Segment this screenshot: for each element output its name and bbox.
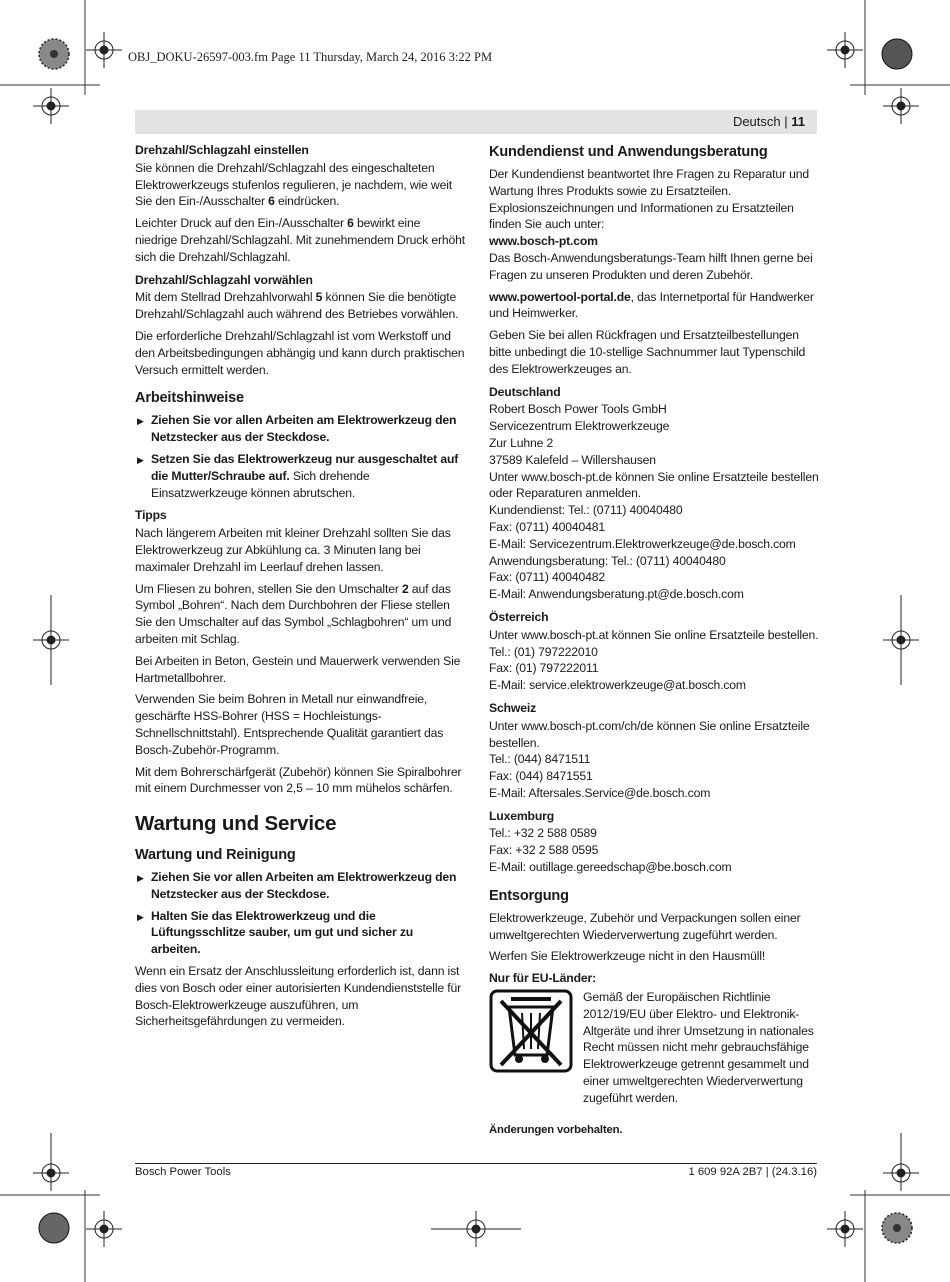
paragraph: Bei Arbeiten in Beton, Gestein und Mauerwerk verwenden Sie Hartmetallbohrer. xyxy=(135,653,461,685)
section-heading: Entsorgung xyxy=(489,887,569,904)
chapter-heading: Wartung und Service xyxy=(135,812,337,836)
registration-target-icon xyxy=(827,1211,863,1247)
address-block-lu: Tel.: +32 2 588 0589 Fax: +32 2 588 0595 E-Mail: outillage.gereedschap@be.bosch.com xyxy=(489,826,732,875)
section-heading: Kundendienst und Anwendungsberatung xyxy=(489,144,768,160)
registration-target-icon xyxy=(827,32,863,68)
section-title: Tipps xyxy=(135,508,167,523)
registration-target-icon xyxy=(883,88,919,124)
country-title: Deutschland xyxy=(489,384,561,399)
registration-target-icon xyxy=(883,1133,919,1191)
paragraph: Das Bosch-Anwendungsberatungs-Team hilft Ihnen gerne bei Fragen zu unseren Produkten und deren Zubehör. xyxy=(489,250,813,282)
star-target-icon xyxy=(882,1213,912,1243)
section-heading: Wartung und Reinigung xyxy=(135,847,296,864)
registration-target-icon xyxy=(86,32,122,68)
bullet-triangle-icon: ▶ xyxy=(137,873,144,884)
header-page-number: 11 xyxy=(791,114,805,129)
star-target-icon xyxy=(39,1213,69,1243)
left-column xyxy=(135,142,465,1035)
paragraph: Die erforderliche Drehzahl/Schlagzahl ist vom Werkstoff und den Arbeitsbedingungen abhängig und kann durch praktischen Versuch ermittelt werden. xyxy=(135,328,465,377)
country-title: Luxemburg xyxy=(489,808,555,823)
paragraph: Mit dem Bohrerschärfgerät (Zubehör) können Sie Spiralbohrer mit einem Durchmesser von 2,5 – 10 mm mühelos schärfen. xyxy=(135,764,462,796)
warning-bullet: ▶ Ziehen Sie vor allen Arbeiten am Elektrowerkzeug den Netzstecker aus der Steckdose. xyxy=(137,413,457,445)
address-block-de: Robert Bosch Power Tools GmbH Servicezentrum Elektrowerkzeuge Zur Luhne 2 37589 Kalefeld – Willershausen Unter www.bosch-pt.de können Sie online Ersatzteile bestellen oder Reparaturen anmelden. Kundendienst: Tel.: (0711) 40040480 Fax: (0711) 40040481 E-Mail: Servicezentrum.Elektrowerkzeuge@de.bosch.com Anwendungsberatung: Tel.: (0711) 40040480 Fax: (0711) 40040482 E-Mail: Anwendungsberatung.pt@de.bosch.com xyxy=(489,402,819,602)
bullet-triangle-icon: ▶ xyxy=(137,416,144,427)
country-title: Schweiz xyxy=(489,700,537,715)
page-header-bar xyxy=(135,110,817,134)
warning-bullet: ▶ Halten Sie das Elektrowerkzeug und die Lüftungsschlitze sauber, um gut und sicher zu arbeiten. xyxy=(137,908,414,957)
section-title: Nur für EU-Länder: xyxy=(489,971,596,986)
paragraph: Leichter Druck auf den Ein-/Ausschalter 6 bewirkt eine niedrige Drehzahl/Schlagzahl. Mit zunehmendem Druck erhöht sich die Drehzahl/Schlagzahl. xyxy=(135,216,466,264)
paragraph: www.powertool-portal.de, das Internetportal für Handwerker und Heimwerker. xyxy=(489,289,814,321)
paragraph: Elektrowerkzeuge, Zubehör und Verpackungen sollen einer umweltgerechten Wiederverwertung zugeführt werden. xyxy=(489,910,801,942)
changes-note: Änderungen vorbehalten. xyxy=(489,1123,623,1136)
paragraph: Werfen Sie Elektrowerkzeuge nicht in den Hausmüll! xyxy=(489,949,766,964)
section-title: Drehzahl/Schlagzahl einstellen xyxy=(135,143,309,157)
paragraph: Wenn ein Ersatz der Anschlussleitung erforderlich ist, dann ist dies von Bosch oder einer autorisierten Kundendienststelle für Bosch-Elektrowerkzeuge auszuführen, um Sicherheitsgefährdungen zu vermeiden. xyxy=(135,964,462,1029)
paragraph: Nach längerem Arbeiten mit kleiner Drehzahl sollten Sie das Elektrowerkzeug zur Abkühlung ca. 3 Minuten lang bei maximaler Drehzahl im Leerlauf drehen lassen. xyxy=(135,526,451,574)
registration-target-icon xyxy=(86,1211,122,1247)
section-heading: Arbeitshinweise xyxy=(135,390,244,407)
footer-brand: Bosch Power Tools xyxy=(135,1166,231,1178)
website-link[interactable]: www.bosch-pt.com xyxy=(489,234,598,249)
right-column xyxy=(489,142,819,1138)
section-title: Drehzahl/Schlagzahl vorwählen xyxy=(135,272,313,287)
weee-block xyxy=(489,989,819,1112)
footer-doc-number: 1 609 92A 2B7 | (24.3.16) xyxy=(688,1166,817,1178)
address-block-ch: Unter www.bosch-pt.com/ch/de können Sie online Ersatzteile bestellen. Tel.: (044) 8471511 Fax: (044) 8471551 E-Mail: Aftersales.Service@de.bosch.com xyxy=(489,718,810,800)
page-header xyxy=(733,114,805,129)
registration-target-icon xyxy=(431,1211,521,1247)
website-link[interactable]: www.powertool-portal.de xyxy=(489,289,631,304)
paragraph: Der Kundendienst beantwortet Ihre Fragen zu Reparatur und Wartung Ihres Produkts sowie zu Ersatzteilen. Explosionszeichnungen und Informationen zu Ersatzteilen finden Sie auch unter: xyxy=(489,167,810,232)
country-title: Österreich xyxy=(489,609,549,624)
header-language: Deutsch | xyxy=(732,114,788,129)
bullet-triangle-icon: ▶ xyxy=(137,911,144,922)
paragraph: Verwenden Sie beim Bohren in Metall nur einwandfreie, geschärfte HSS-Bohrer (HSS = Hochleistungs-Schnellschnittstahl). Entsprechende Qualität garantiert das Bosch-Zubehör-Programm. xyxy=(135,692,444,757)
star-target-icon xyxy=(39,39,69,69)
paragraph: Mit dem Stellrad Drehzahlvorwahl 5 können Sie die benötigte Drehzahl/Schlagzahl auch während des Betriebes vorwählen. xyxy=(135,290,459,322)
registration-target-icon xyxy=(33,595,69,685)
warning-bullet: ▶ Ziehen Sie vor allen Arbeiten am Elektrowerkzeug den Netzstecker aus der Steckdose. xyxy=(137,870,457,901)
registration-target-icon xyxy=(883,595,919,685)
registration-target-icon xyxy=(33,1133,69,1191)
footer-divider xyxy=(135,1163,817,1164)
weee-text: Gemäß der Europäischen Richtlinie 2012/19/EU über Elektro- und Elektronik-Altgeräte und ihrer Umsetzung in nationales Recht müssen nicht mehr gebrauchsfähige Elektrowerkzeuge getrennt gesammelt und einer umweltgerechten Wiederverwertung zugeführt werden. xyxy=(583,990,814,1105)
paragraph: Sie können die Drehzahl/Schlagzahl des eingeschalteten Elektrowerkzeugs stufenlos regulieren, je nachdem, wie weit Sie den Ein-/Ausschalter 6 eindrücken. xyxy=(135,160,452,209)
address-block-at: Unter www.bosch-pt.at können Sie online Ersatzteile bestellen. Tel.: (01) 797222010 Fax: (01) 797222011 E-Mail: service.elektrowerkzeuge@at.bosch.com xyxy=(489,627,819,693)
crossed-out-wheelie-bin-icon xyxy=(489,989,573,1073)
registration-target-icon xyxy=(33,88,69,124)
star-target-icon xyxy=(882,39,912,69)
proof-line: OBJ_DOKU-26597-003.fm Page 11 Thursday, March 24, 2016 3:22 PM xyxy=(128,50,493,64)
warning-bullet: ▶ Setzen Sie das Elektrowerkzeug nur ausgeschaltet auf die Mutter/Schraube auf. Sich drehende Einsatzwerkzeuge können abrutschen. xyxy=(137,451,459,500)
paragraph: Geben Sie bei allen Rückfragen und Ersatzteilbestellungen bitte unbedingt die 10-stellige Sachnummer laut Typenschild des Elektrowerkzeuges an. xyxy=(489,328,806,376)
paragraph: Um Fliesen zu bohren, stellen Sie den Umschalter 2 auf das Symbol „Bohren“. Nach dem Durchbohren der Fliese stellen Sie den Umschalter auf das Symbol „Schlagbohren“ um und arbeiten mit Schlag. xyxy=(135,581,452,646)
bullet-triangle-icon: ▶ xyxy=(137,454,144,465)
